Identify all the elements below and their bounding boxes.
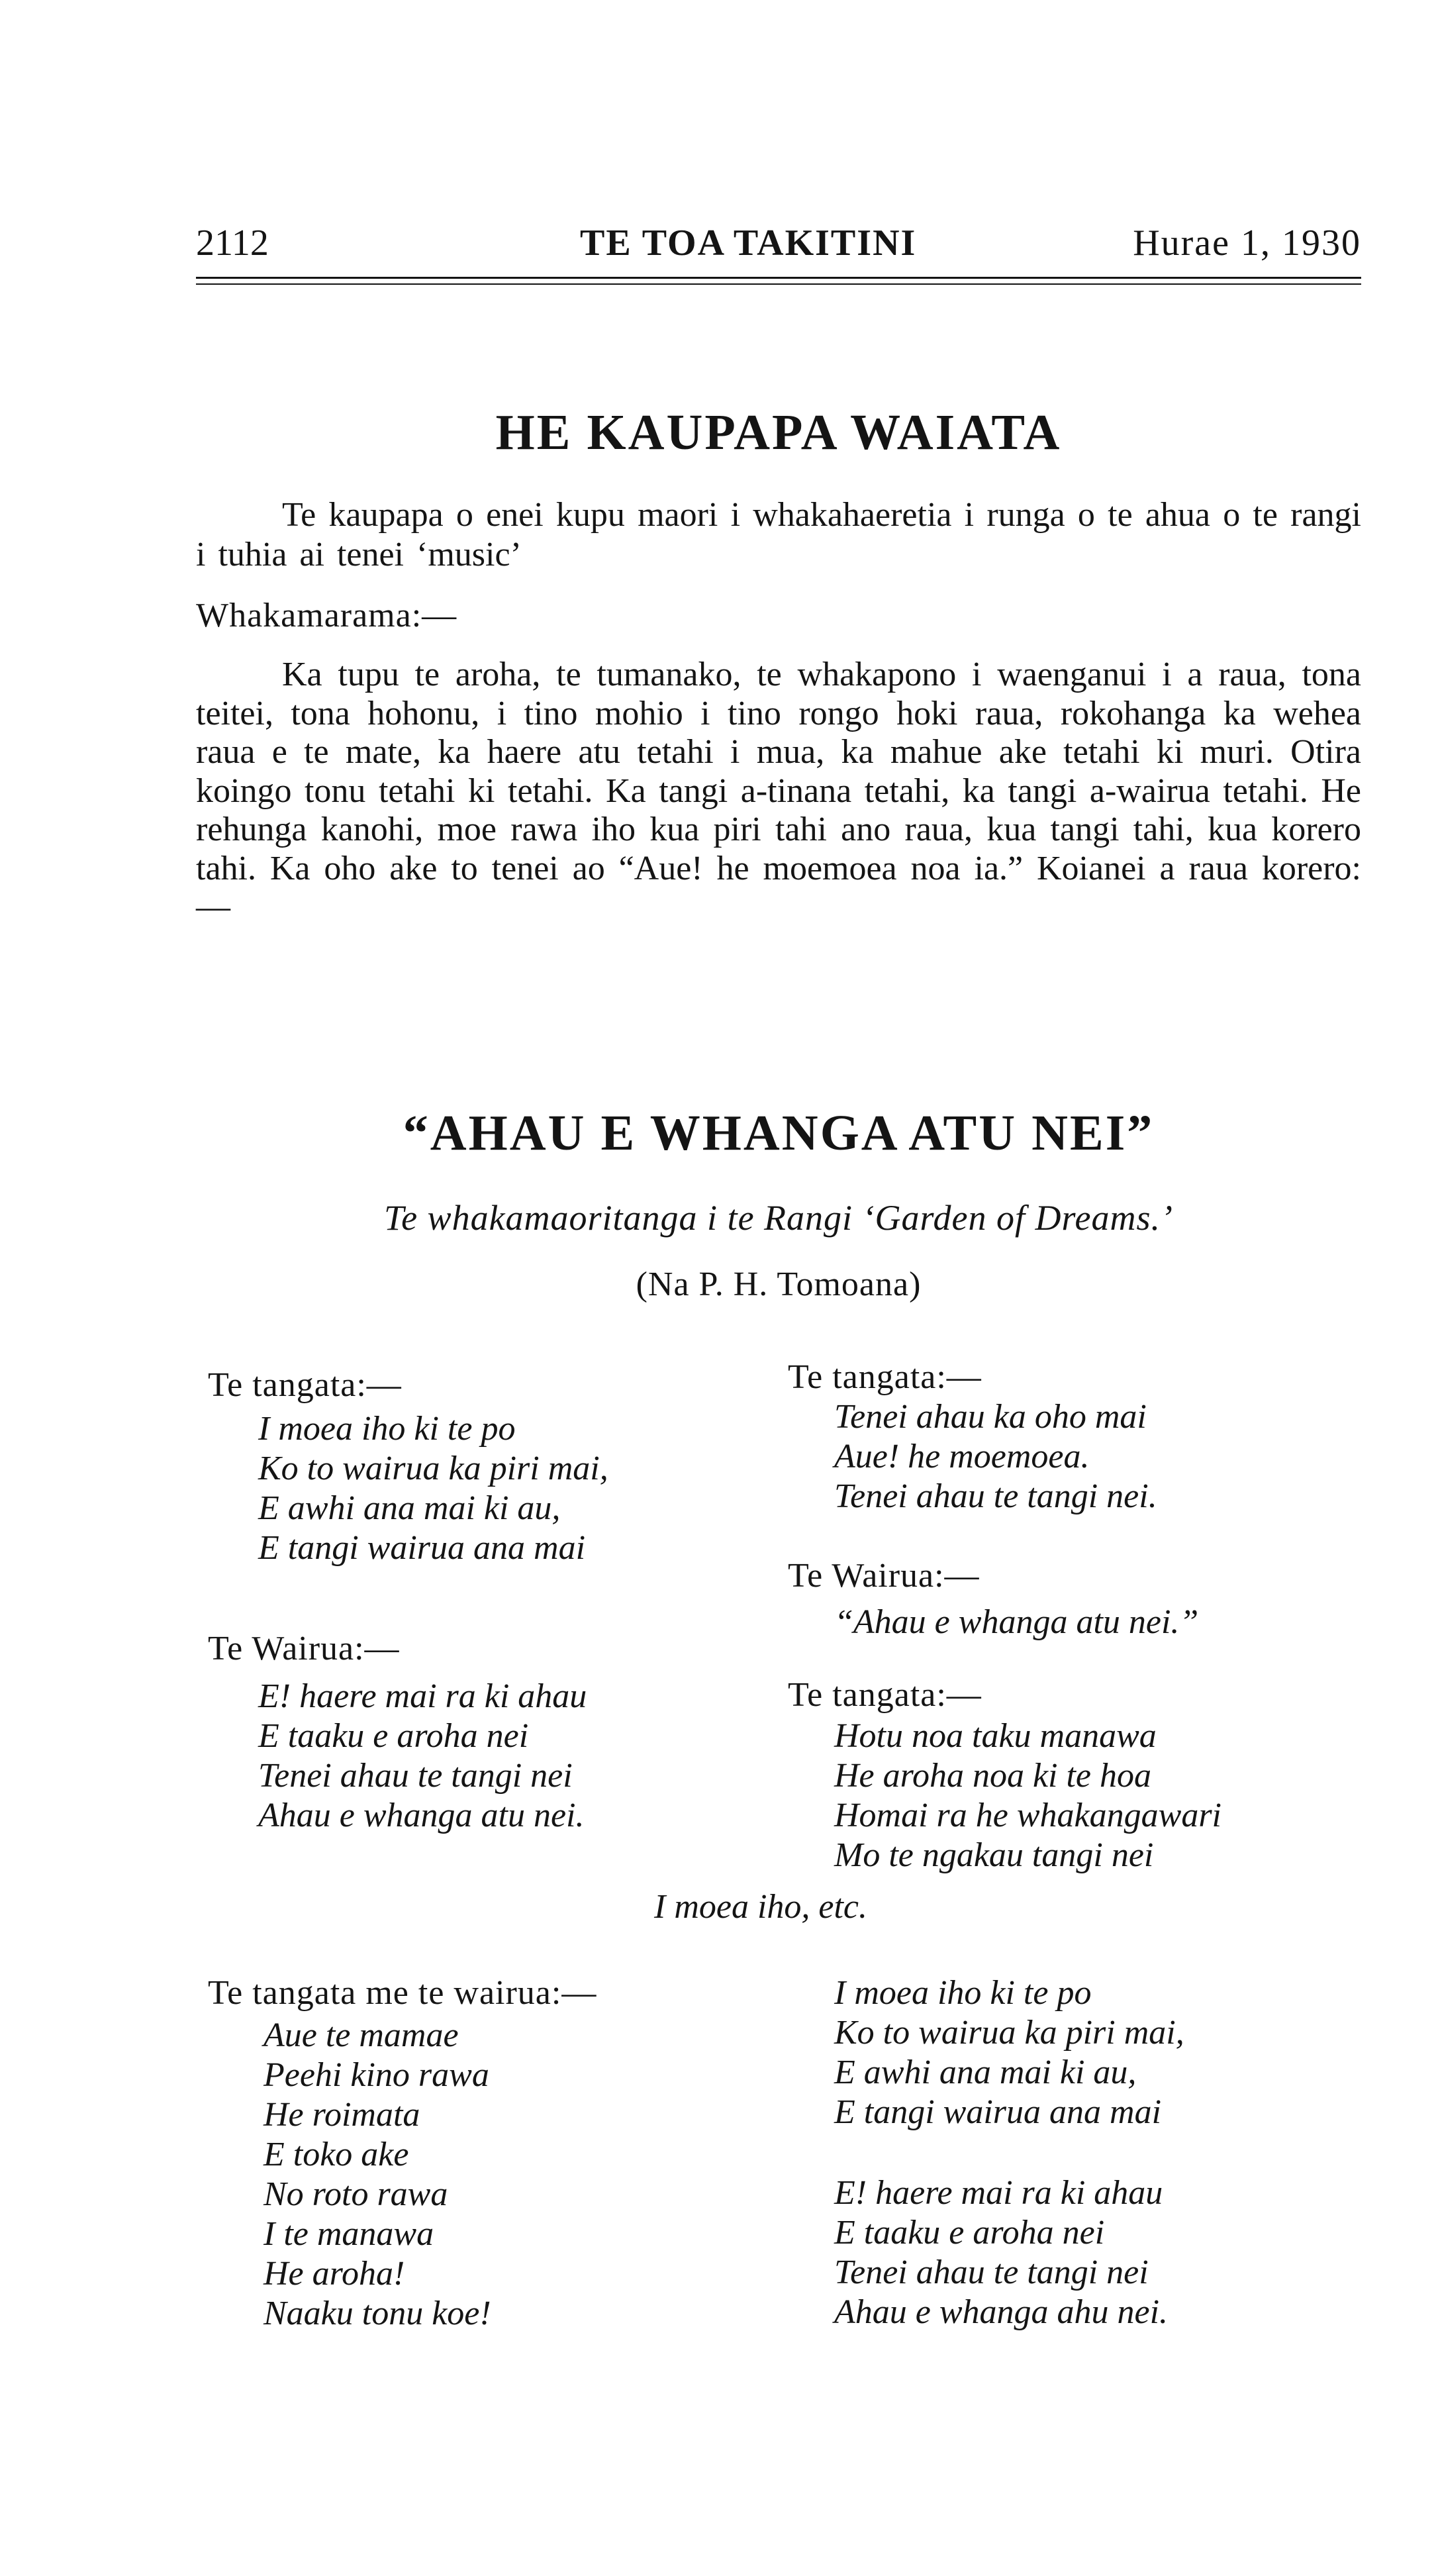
lyric-line: I moea iho ki te po bbox=[834, 1974, 1092, 2012]
lyric-line: I te manawa bbox=[263, 2215, 434, 2253]
lyric-line: He aroha noa ki te hoa bbox=[834, 1757, 1151, 1795]
lyric-line: Ko to wairua ka piri mai, bbox=[258, 1450, 608, 1487]
lyric-line: Peehi kino rawa bbox=[263, 2056, 489, 2094]
lyric-line: Naaku tonu koe! bbox=[263, 2295, 491, 2332]
lyric-line: E taaku e aroha nei bbox=[258, 1717, 529, 1755]
lyric-line: E! haere mai ra ki ahau bbox=[258, 1677, 587, 1715]
lyric-line: Mo te ngakau tangi nei bbox=[834, 1836, 1154, 1874]
header-rule-top bbox=[196, 277, 1361, 279]
verse-label: Te Wairua:— bbox=[208, 1630, 400, 1667]
lyric-line: E tangi wairua ana mai bbox=[834, 2093, 1162, 2131]
lyric-line: Tenei ahau ka oho mai bbox=[834, 1398, 1147, 1436]
verse-label: Te tangata me te wairua:— bbox=[208, 1974, 597, 2012]
song-author: (Na P. H. Tomoana) bbox=[636, 1265, 922, 1303]
verse-label: Te tangata:— bbox=[788, 1358, 982, 1396]
verse-left3 bbox=[263, 2016, 491, 2334]
lyric-line: Ahau e whanga ahu nei. bbox=[834, 2293, 1169, 2331]
explanation-paragraph: Ka tupu te aroha, te tumanako, te whakapono i waenganui i a raua, tona teitei, tona hohonu, i tino mohio i tino rongo hoki raua, rokohanga ka wehea raua e te mate, ka haere atu tetahi i mua, ka mahue ake tetahi ki muri. Otira koingo tonu tetahi ki tetahi. Ka tangi a-tinana tetahi, ka tangi a-wairua tetahi. He rehunga kanohi, moe rawa iho kua piri tahi ano raua, kua tangi tahi, kua korero tahi. Ka oho ake to tenei ao “Aue! he moemoea noa ia.” Koianei a raua korero:— bbox=[196, 656, 1361, 926]
verse-right3 bbox=[834, 1716, 1221, 1875]
song-subtitle: Te whakamaoritanga i te Rangi ‘Garden of Dreams.’ bbox=[384, 1198, 1173, 1238]
whakamarama-label: Whakamarama:— bbox=[196, 597, 457, 634]
lyric-line: E taaku e aroha nei bbox=[834, 2214, 1105, 2252]
lyric-line: Ahau e whanga atu nei. bbox=[258, 1797, 585, 1834]
lyric-line: Hotu noa taku manawa bbox=[834, 1717, 1157, 1755]
header-rule-bottom bbox=[196, 283, 1361, 285]
lyric-line: E tangi wairua ana mai bbox=[258, 1529, 586, 1567]
lyric-line: E! haere mai ra ki ahau bbox=[834, 2174, 1163, 2212]
verse-right2 bbox=[834, 1603, 1198, 1642]
verse-right5 bbox=[834, 2173, 1168, 2332]
lyric-line: “Ahau e whanga atu nei.” bbox=[834, 1603, 1199, 1641]
song-title: “AHAU E WHANGA ATU NEI” bbox=[403, 1105, 1155, 1161]
page-number: 2112 bbox=[196, 223, 269, 264]
lyric-line: No roto rawa bbox=[263, 2175, 448, 2213]
verse-right4 bbox=[834, 1973, 1184, 2132]
verse-label: Te Wairua:— bbox=[788, 1557, 980, 1595]
verse-label: Te tangata:— bbox=[208, 1366, 402, 1404]
lyric-line: He roimata bbox=[263, 2096, 420, 2134]
lyric-line: Ko to wairua ka piri mai, bbox=[834, 2014, 1184, 2052]
verse-left1 bbox=[258, 1409, 608, 1568]
lyric-line: E awhi ana mai ki au, bbox=[258, 1489, 561, 1527]
verse-right1 bbox=[834, 1397, 1157, 1516]
lyric-line: I moea iho ki te po bbox=[258, 1410, 516, 1448]
lyric-line: Aue te mamae bbox=[263, 2016, 459, 2054]
intro-paragraph: Te kaupapa o enei kupu maori i whakahaeretia i runga o te ahua o te rangi i tuhia ai tenei ‘music’ bbox=[196, 496, 1361, 573]
lyric-line: E toko ake bbox=[263, 2136, 409, 2173]
lyric-line: Tenei ahau te tangi nei bbox=[258, 1757, 573, 1795]
issue-date: Hurae 1, 1930 bbox=[1133, 223, 1361, 264]
lyric-line: Tenei ahau te tangi nei. bbox=[834, 1477, 1157, 1515]
verse-left2 bbox=[258, 1677, 587, 1836]
refrain-cue: I moea iho, etc. bbox=[654, 1888, 868, 1926]
lyric-line: Homai ra he whakangawari bbox=[834, 1797, 1221, 1834]
lyric-line: He aroha! bbox=[263, 2255, 405, 2293]
section-heading: HE KAUPAPA WAIATA bbox=[495, 405, 1062, 460]
lyric-line: E awhi ana mai ki au, bbox=[834, 2054, 1137, 2091]
running-header bbox=[196, 222, 1361, 275]
lyric-line: Tenei ahau te tangi nei bbox=[834, 2254, 1149, 2291]
publication-title: TE TOA TAKITINI bbox=[580, 223, 917, 264]
verse-label: Te tangata:— bbox=[788, 1676, 982, 1714]
lyric-line: Aue! he moemoea. bbox=[834, 1438, 1090, 1475]
